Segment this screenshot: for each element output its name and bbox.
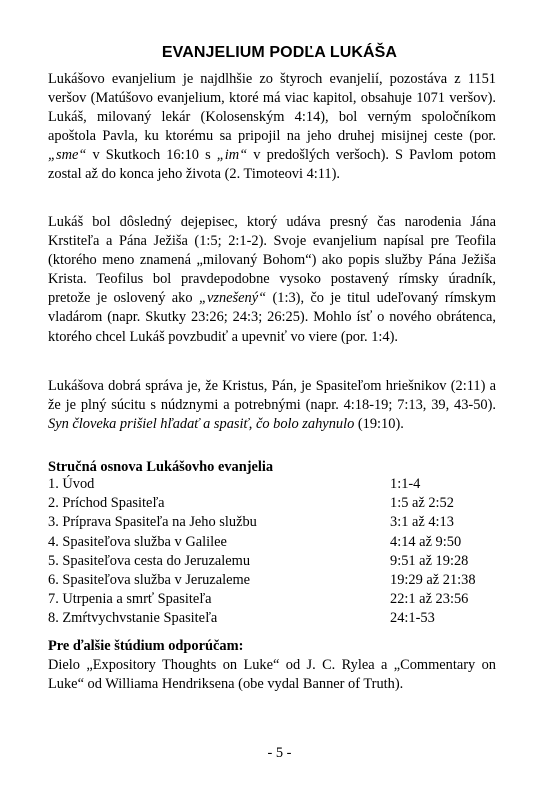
paragraph-text: Lukáš bol dôsledný dejepisec, ktorý udáva presný čas narodenia Jána Krstiteľa a Pána Ježiša (1:5; 2:1-2). Svoje evanjelium napísal pre Teofila (ktorého meno znamená „milovaný Bohom“) ako popis služby Pána Ježiša Krista. Teofilus bol pravdepodobne vysoko postavený rímsky úradník, pretože je oslovený ako xyxy=(48,214,496,307)
outline-item xyxy=(48,571,496,590)
paragraph-text-mid: v Skutkoch 16:10 s xyxy=(86,147,217,164)
outline-label: 7. Utrpenia a smrť Spasiteľa xyxy=(48,591,212,608)
outline-label: 8. Zmŕtvychvstanie Spasiteľa xyxy=(48,610,218,627)
paragraph-text: Lukášovo evanjelium je najdlhšie zo štyroch evanjelií, pozostáva z 1151 veršov (Matúšovo evanjelium, ktoré má viac kapitol, obsahuje 1071 veršov). Lukáš, milovaný lekár (Kolosenským 4:14), bol verným spoločníkom apoštola Pavla, ku ktorému sa pripojil na jeho druhej misijnej ceste (por. xyxy=(48,71,496,145)
page-number: - 5 - xyxy=(267,745,292,761)
quote-them: „im“ xyxy=(216,147,248,164)
paragraph-text-end: (19:10). xyxy=(354,416,404,433)
outline-label: 6. Spasiteľova služba v Jeruzaleme xyxy=(48,571,251,588)
quote-we: „sme“ xyxy=(48,147,87,164)
outline-label: 4. Spasiteľova služba v Galilee xyxy=(48,533,227,550)
outline-range: 9:51 až 19:28 xyxy=(390,552,469,569)
intro-paragraph xyxy=(48,70,496,185)
page-title: EVANJELIUM PODĽA LUKÁŠA xyxy=(161,44,398,61)
key-verse: Syn človeka prišiel hľadať a spasiť, čo bolo zahynulo xyxy=(48,416,355,433)
outline-range: 1:5 až 2:52 xyxy=(390,495,454,512)
paragraph-text-end: (1:3), čo je titul udeľovaný rímskym vladárom (napr. Skutky 23:26; 24:3; 26:25). Mohlo ísť o nového obrátenca, ktorého chcel Lukáš povzbudiť a upevniť vo viere (por. 1:4). xyxy=(48,290,497,345)
outline-item xyxy=(48,475,496,494)
outline-label: 2. Príchod Spasiteľa xyxy=(48,495,165,512)
outline-item xyxy=(48,609,496,628)
historian-paragraph xyxy=(48,213,496,347)
further-study-heading: Pre ďalšie štúdium odporúčam: xyxy=(48,638,244,654)
outline-range: 3:1 až 4:13 xyxy=(390,514,454,531)
outline-range: 1:1-4 xyxy=(390,476,421,492)
paragraph-text: Lukášova dobrá správa je, že Kristus, Pán, je Spasiteľom hriešnikov (2:11) a že je plný súcitu s núdznymi a potrebnými (napr. 4:18-19; 7:13, 39, 43-50). xyxy=(48,378,496,414)
further-study-text: Dielo „Expository Thoughts on Luke“ od J. C. Rylea a „Commentary on Luke“ od Williama Hendriksena (obe vydal Banner of Truth). xyxy=(48,657,496,693)
outline-item xyxy=(48,590,496,609)
outline-label: 3. Príprava Spasiteľa na Jeho službu xyxy=(48,514,257,531)
outline-label: 1. Úvod xyxy=(48,476,95,492)
quote-excellent: „vznešený“ xyxy=(198,290,267,307)
outline-range: 22:1 až 23:56 xyxy=(390,591,469,608)
outline-range: 4:14 až 9:50 xyxy=(390,533,462,550)
outline-list xyxy=(48,475,496,629)
outline-item xyxy=(48,552,496,571)
outline-range: 19:29 až 21:38 xyxy=(390,571,476,588)
outline-heading: Stručná osnova Lukášovho evanjelia xyxy=(48,459,274,475)
outline-item xyxy=(48,513,496,532)
outline-item xyxy=(48,494,496,513)
outline-item xyxy=(48,533,496,552)
good-news-paragraph xyxy=(48,377,496,434)
paragraph-text-end: v predošlých veršoch). S Pavlom potom zostal až do konca jeho života (2. Timoteovi 4:11). xyxy=(48,147,496,183)
outline-label: 5. Spasiteľova cesta do Jeruzalemu xyxy=(48,552,251,569)
outline-range: 24:1-53 xyxy=(390,610,435,627)
